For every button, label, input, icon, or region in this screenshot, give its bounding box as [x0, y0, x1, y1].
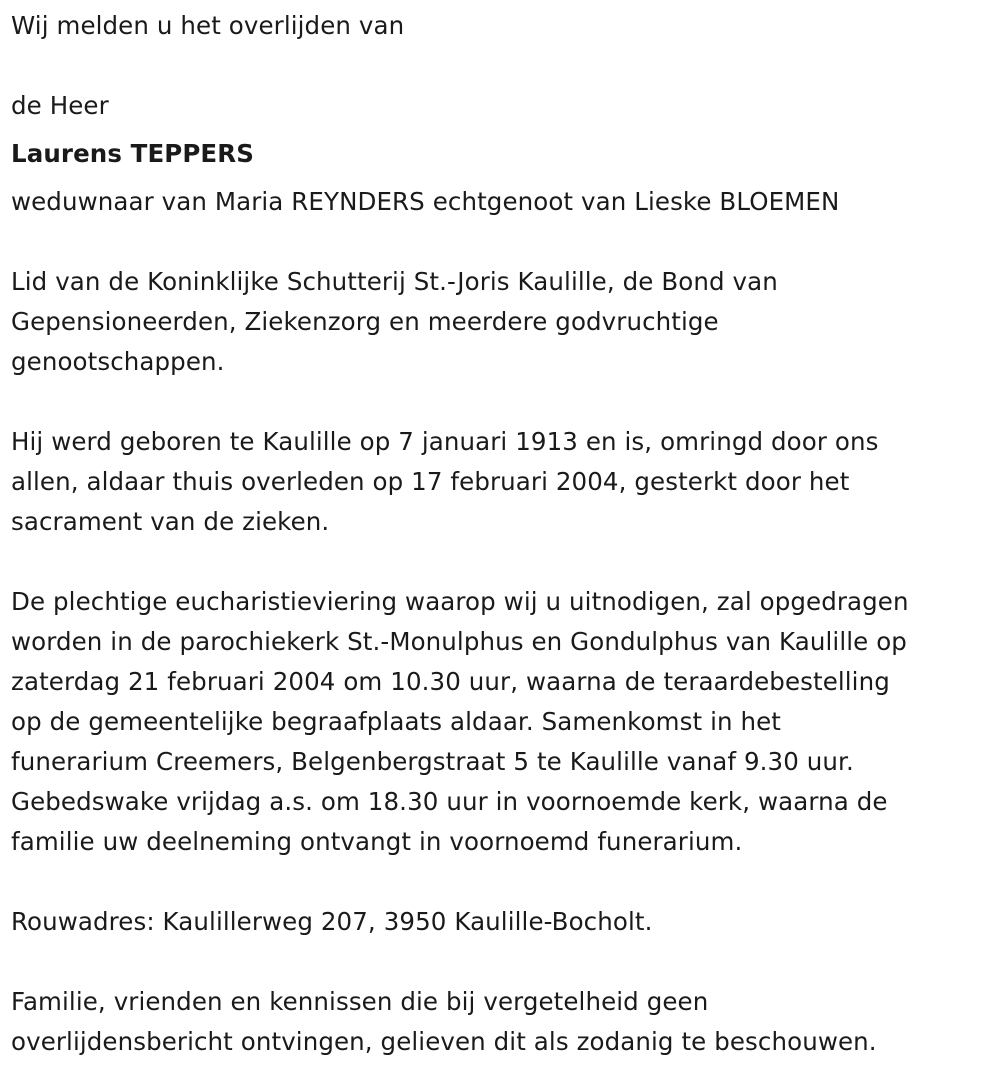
- honorific-title: de Heer: [11, 91, 109, 120]
- mourning-address: Rouwadres: Kaulillerweg 207, 3950 Kaulille-Bocholt.: [11, 907, 653, 936]
- intro-text: Wij melden u het overlijden van: [11, 11, 405, 40]
- relation-text: weduwnaar van Maria REYNDERS echtgenoot van Lieske BLOEMEN: [11, 187, 840, 216]
- paragraph-line: zaterdag 21 februari 2004 om 10.30 uur, waarna de teraardebestelling: [11, 667, 890, 696]
- paragraph-line: De plechtige eucharistieviering waarop wij u uitnodigen, zal opgedragen: [11, 587, 909, 616]
- paragraph-line: Hij werd geboren te Kaulille op 7 januari 1913 en is, omringd door ons: [11, 427, 879, 456]
- paragraph-line: Familie, vrienden en kennissen die bij vergetelheid geen: [11, 987, 709, 1016]
- ceremony-paragraph: [11, 582, 909, 862]
- paragraph-line: Lid van de Koninklijke Schutterij St.-Joris Kaulille, de Bond van: [11, 267, 778, 296]
- paragraph-line: familie uw deelneming ontvangt in voornoemd funerarium.: [11, 827, 743, 856]
- membership-paragraph: [11, 262, 778, 382]
- paragraph-line: worden in de parochiekerk St.-Monulphus en Gondulphus van Kaulille op: [11, 627, 907, 656]
- paragraph-line: sacrament van de zieken.: [11, 507, 330, 536]
- closing-paragraph: [11, 982, 877, 1062]
- deceased-name: Laurens TEPPERS: [11, 139, 254, 168]
- paragraph-line: overlijdensbericht ontvingen, gelieven dit als zodanig te beschouwen.: [11, 1027, 877, 1056]
- paragraph-line: genootschappen.: [11, 347, 225, 376]
- paragraph-line: funerarium Creemers, Belgenbergstraat 5 te Kaulille vanaf 9.30 uur.: [11, 747, 854, 776]
- paragraph-line: op de gemeentelijke begraafplaats aldaar. Samenkomst in het: [11, 707, 782, 736]
- paragraph-line: Gepensioneerden, Ziekenzorg en meerdere godvruchtige: [11, 307, 719, 336]
- birth-death-paragraph: [11, 422, 879, 542]
- paragraph-line: Gebedswake vrijdag a.s. om 18.30 uur in voornoemde kerk, waarna de: [11, 787, 888, 816]
- mourning-address-paragraph: [11, 902, 652, 942]
- paragraph-line: allen, aldaar thuis overleden op 17 februari 2004, gesterkt door het: [11, 467, 850, 496]
